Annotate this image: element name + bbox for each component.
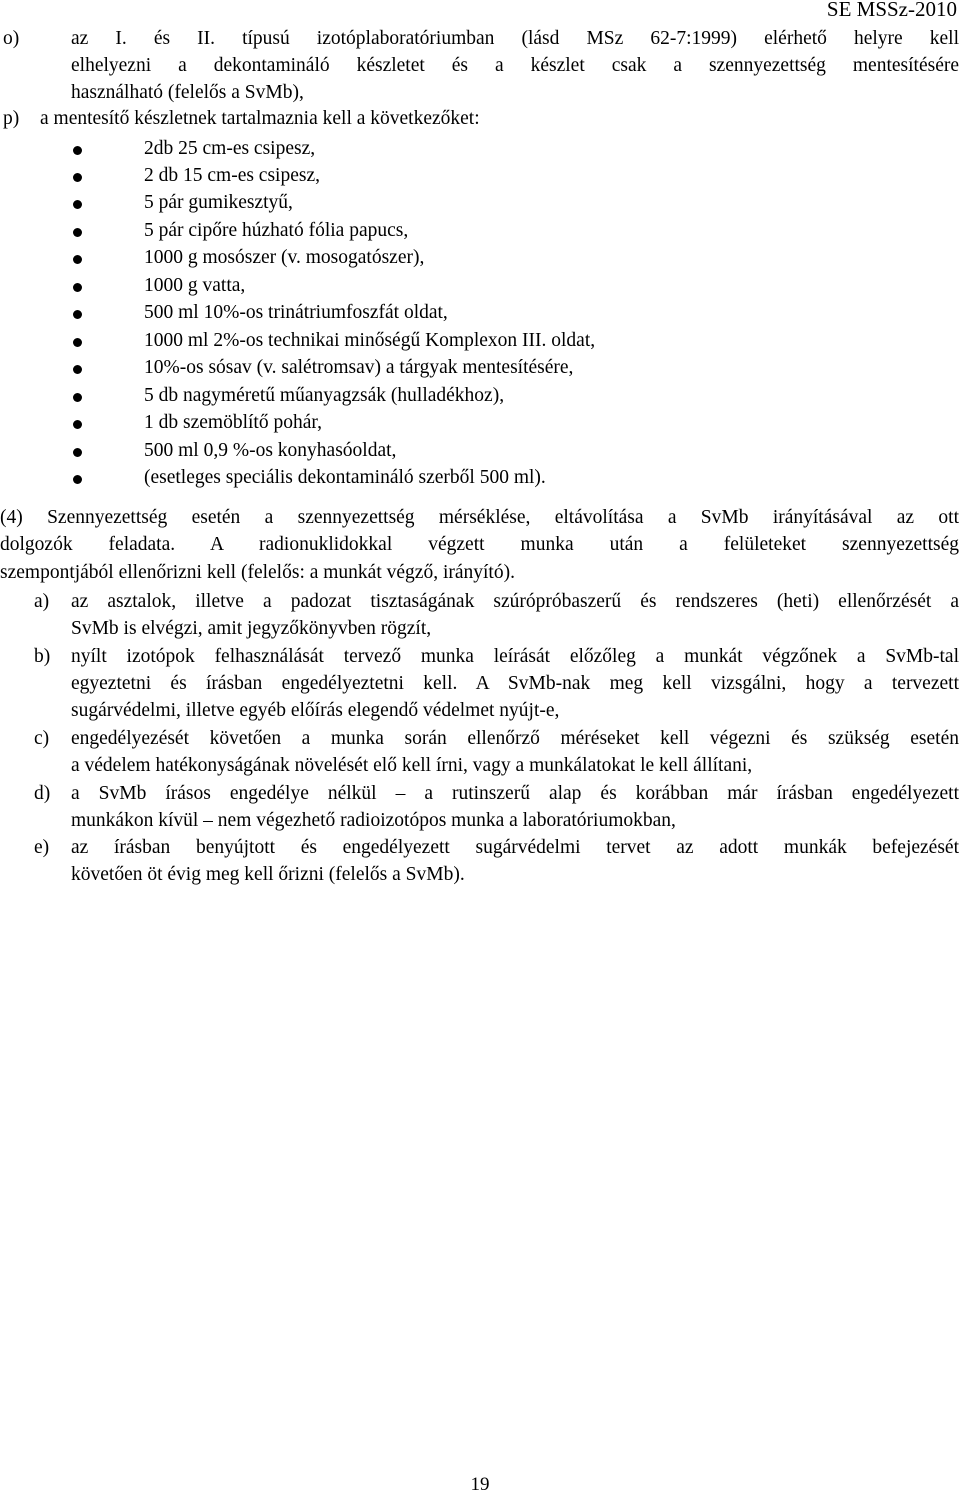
item-d-line-2: munkákon kívül – nem végezhető radioizotópos munka a laboratóriumokban, [71,810,676,831]
bullet-item: 1000 ml 2%-os technikai minőségű Komplexon III. oldat, [144,330,596,351]
item-e-line-2: követően öt évig meg kell őrizni (felelős a SvMb). [71,864,465,885]
paragraph-4-line-1: (4) Szennyezettség esetén a szennyezettség mérséklése, eltávolítása a SvMb irányításával az ott [0,507,959,528]
bullet-dot [73,365,82,374]
item-o-line-2: elhelyezni a dekontamináló készletet és a készlet csak a szennyezettség mentesítésére [71,55,959,76]
bullet-item: 5 pár gumikesztyű, [144,192,293,213]
bullet-dot [73,255,82,264]
bullet-item: 500 ml 0,9 %-os konyhasóoldat, [144,440,397,461]
item-b-line-3: sugárvédelmi, illetve egyéb előírás elegendő védelmet nyújt-e, [71,700,560,721]
item-b-label: b) [34,646,51,667]
paragraph-4-line-2: dolgozók feladata. A radionuklidokkal végzett munka után a felületeket szennyezettség [0,534,959,555]
document-code-header: SE MSSz-2010 [826,0,957,21]
item-b-line-2: egyeztetni és írásban engedélyeztetni kell. A SvMb-nak meg kell vizsgálni, hogy a tervezett [71,673,959,694]
item-c-label: c) [34,728,50,749]
item-a-line-1: az asztalok, illetve a padozat tisztaságának szúrópróbaszerű és rendszeres (heti) ellenőrzését a [71,591,959,612]
bullet-dot [73,146,82,155]
bullet-dot [73,173,82,182]
bullet-dot [73,310,82,319]
item-p-text: a mentesítő készletnek tartalmaznia kell a következőket: [40,108,480,129]
bullet-dot [73,420,82,429]
bullet-item: 5 db nagyméretű műanyagzsák (hulladékhoz), [144,385,505,406]
item-d-label: d) [34,783,51,804]
item-e-line-1: az írásban benyújtott és engedélyezett sugárvédelmi tervet az adott munkák befejezését [71,837,959,858]
page-number: 19 [470,1474,490,1495]
item-d-line-1: a SvMb írásos engedélye nélkül – a rutinszerű alap és korábban már írásban engedélyezett [71,783,959,804]
bullet-item: 1000 g vatta, [144,275,246,296]
bullet-item: 2 db 15 cm-es csipesz, [144,165,320,186]
item-b-line-1: nyílt izotópok felhasználását tervező munka leírását előzőleg a munkát végzőnek a SvMb-tal [71,646,959,667]
bullet-item: 500 ml 10%-os trinátriumfoszfát oldat, [144,302,448,323]
bullet-item: (esetleges speciális dekontamináló szerből 500 ml). [144,467,546,488]
bullet-item: 10%-os sósav (v. salétromsav) a tárgyak mentesítésére, [144,357,574,378]
item-o-line-1: az I. és II. típusú izotóplaboratóriumban (lásd MSz 62-7:1999) elérhető helyre kell [71,28,959,49]
bullet-dot [73,448,82,457]
bullet-item: 5 pár cipőre húzható fólia papucs, [144,220,409,241]
bullet-item: 1000 g mosószer (v. mosogatószer), [144,247,425,268]
paragraph-4-line-3: szempontjából ellenőrizni kell (felelős: a munkát végző, irányító). [0,562,515,583]
item-c-line-2: a védelem hatékonyságának növelését elő kell írni, vagy a munkálatokat le kell állítani, [71,755,753,776]
bullet-item: 1 db szemöblítő pohár, [144,412,322,433]
bullet-dot [73,228,82,237]
item-a-label: a) [34,591,50,612]
item-c-line-1: engedélyezését követően a munka során ellenőrző méréseket kell végezni és szükség esetén [71,728,959,749]
bullet-dot [73,200,82,209]
item-p-label: p) [3,108,20,129]
bullet-item: 2db 25 cm-es csipesz, [144,138,316,159]
bullet-dot [73,475,82,484]
bullet-dot [73,283,82,292]
item-e-label: e) [34,837,50,858]
item-a-line-2: SvMb is elvégzi, amit jegyzőkönyvben rögzít, [71,618,432,639]
bullet-dot [73,393,82,402]
bullet-dot [73,338,82,347]
item-o-line-3: használható (felelős a SvMb), [71,82,304,103]
item-o-label: o) [3,28,20,49]
